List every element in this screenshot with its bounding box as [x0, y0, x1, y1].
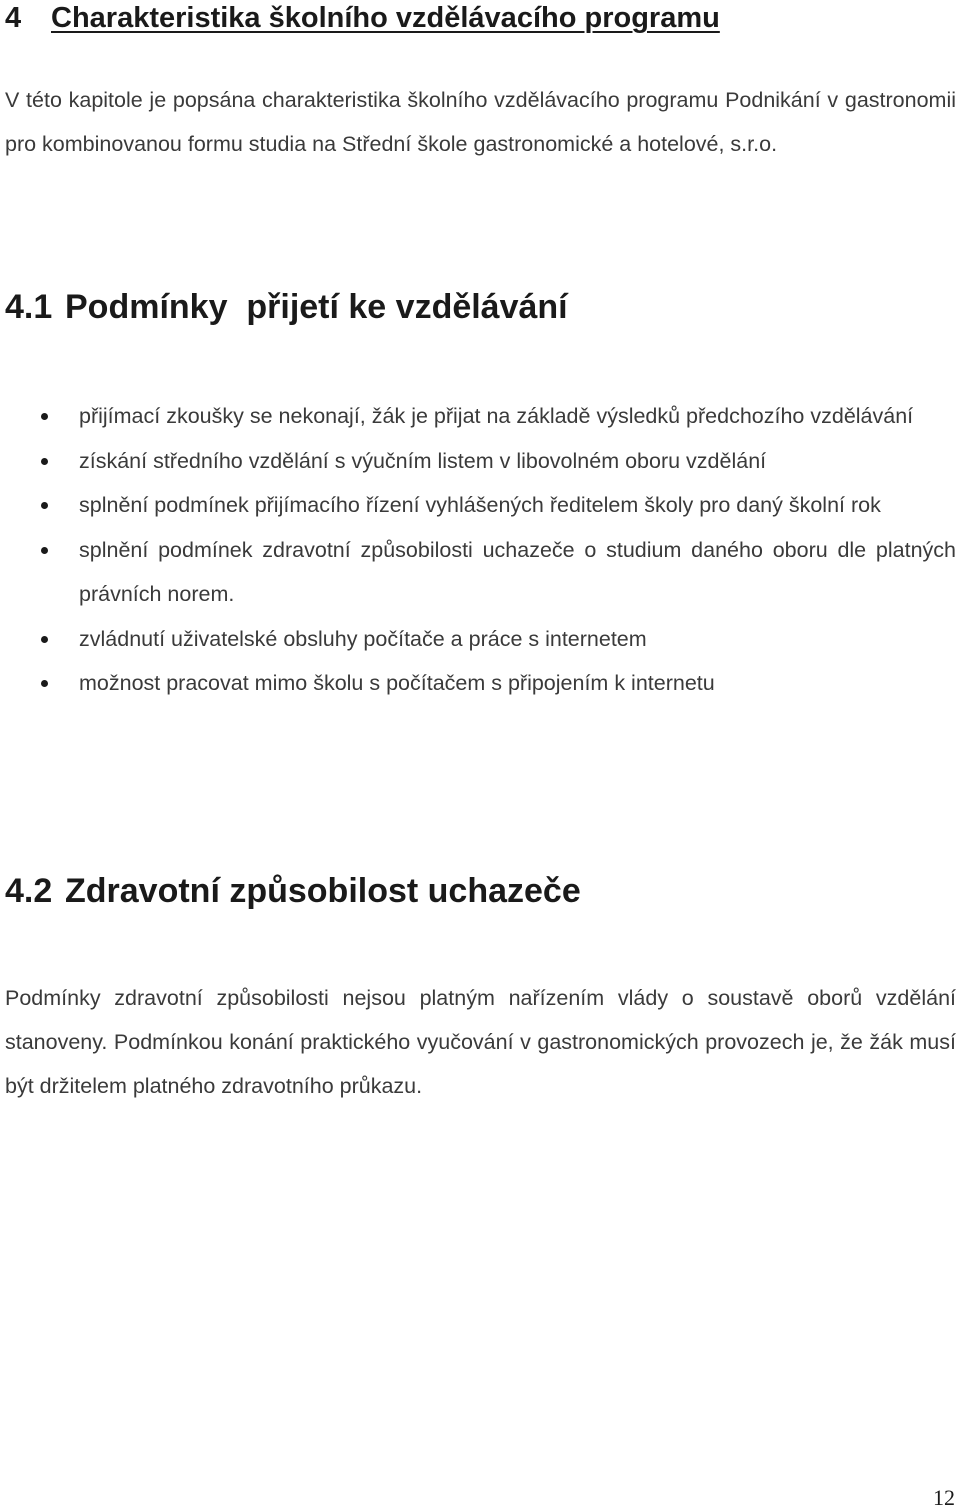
chapter-number: 4: [5, 2, 22, 34]
section-number: 4.2: [5, 872, 53, 910]
chapter-heading: [5, 0, 720, 36]
bullet-icon: [41, 636, 48, 643]
page-number: 12: [933, 1485, 955, 1510]
bullet-icon: [41, 458, 48, 465]
section-title: Zdravotní způsobilost uchazeče: [65, 872, 581, 910]
list-item: [0, 528, 960, 617]
list-item: [0, 394, 960, 439]
list-item-text: zvládnutí uživatelské obsluhy počítače a práce s internetem: [79, 626, 647, 651]
chapter-intro-paragraph: V této kapitole je popsána charakteristika školního vzdělávacího programu Podnikání v gastronomii pro kombinovanou formu studia na Střední škole gastronomické a hotelové, s.r.o.: [5, 88, 956, 156]
list-item-text: přijímací zkoušky se nekonají, žák je přijat na základě výsledků předchozího vzdělávání: [79, 404, 914, 428]
bullet-icon: [41, 547, 48, 554]
chapter-title: Charakteristika školního vzdělávacího programu: [51, 2, 720, 34]
list-item-text: splnění podmínek přijímacího řízení vyhlášených ředitelem školy pro daný školní rok: [79, 493, 881, 517]
section-heading-health: [5, 871, 581, 911]
admission-conditions-list: [0, 394, 960, 706]
bullet-icon: [41, 680, 48, 687]
list-item-text: získání středního vzdělání s výučním listem v libovolném oboru vzdělání: [79, 448, 767, 473]
section-number: 4.1: [5, 288, 53, 326]
section-title: Podmínky přijetí ke vzdělávání: [65, 288, 568, 326]
bullet-icon: [41, 502, 48, 509]
bullet-icon: [41, 413, 48, 420]
health-paragraph: Podmínky zdravotní způsobilosti nejsou platným nařízením vlády o soustavě oborů vzdělání stanoveny. Podmínkou konání praktického vyučování v gastronomických provozech je, že žák musí být držitelem platného zdravotního průkazu.: [5, 986, 956, 1098]
list-item-text: splnění podmínek zdravotní způsobilosti uchazeče o studium daného oboru dle platných právních norem.: [79, 537, 956, 606]
list-item-text: možnost pracovat mimo školu s počítačem s připojením k internetu: [79, 671, 715, 695]
list-item: [0, 661, 960, 706]
list-item: [0, 439, 960, 484]
list-item: [0, 483, 960, 528]
section-heading-admission: [5, 287, 568, 327]
list-item: [0, 617, 960, 662]
